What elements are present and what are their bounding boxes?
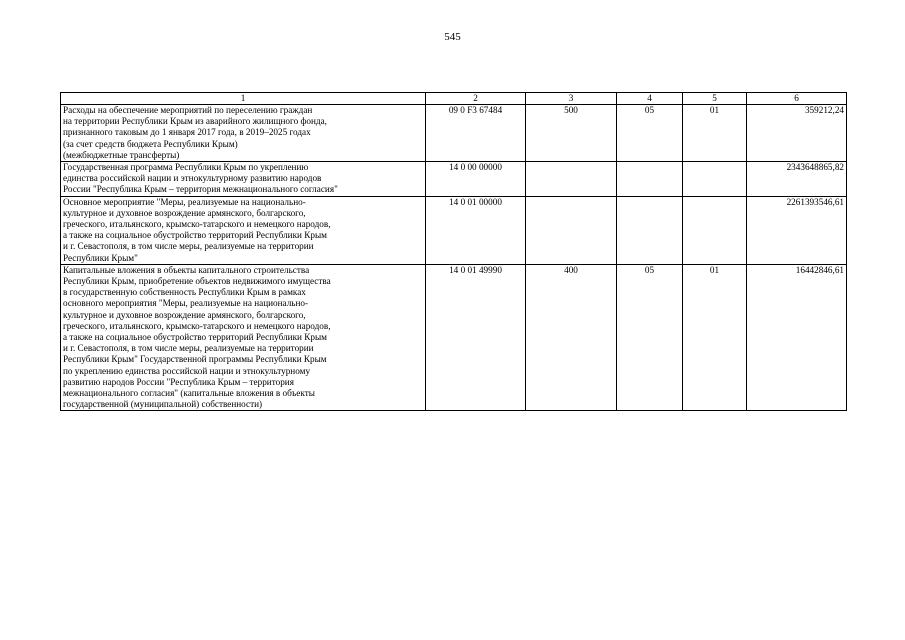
row-vr-cell: [526, 196, 617, 264]
row-name-cell: Государственная программа Республики Крым по укреплению единства российской нации и этнокультурному развитию народов России "Республика Крым – территория межнационального согласия": [61, 162, 426, 197]
row-vr-cell: 400: [526, 264, 617, 411]
row-code-cell: 14 0 01 49990: [426, 264, 526, 411]
table-header-row: [61, 93, 847, 105]
row-pr-cell: [683, 162, 747, 197]
row-amount-cell: 2343648865,82: [747, 162, 847, 197]
row-code-cell: 09 0 F3 67484: [426, 105, 526, 162]
header-col-4: 4: [617, 93, 683, 105]
row-name-cell: Основное мероприятие "Меры, реализуемые на национально- культурное и духовное возрождение армянского, болгарского, греческого, итальянского, крымско-татарского и немецкого народов, а также на социальное обустройство территорий Республики Крым и г. Севастополя, в том числе меры, реализуемые на территории Республики Крым": [61, 196, 426, 264]
row-amount-cell: 16442846,61: [747, 264, 847, 411]
row-code-cell: 14 0 01 00000: [426, 196, 526, 264]
row-rz-cell: 05: [617, 105, 683, 162]
header-col-1: 1: [61, 93, 426, 105]
row-vr-cell: 500: [526, 105, 617, 162]
table-row: [61, 196, 847, 264]
header-col-5: 5: [683, 93, 747, 105]
row-rz-cell: 05: [617, 264, 683, 411]
header-col-6: 6: [747, 93, 847, 105]
row-pr-cell: 01: [683, 264, 747, 411]
header-col-2: 2: [426, 93, 526, 105]
page-number: 545: [444, 31, 461, 43]
row-vr-cell: [526, 162, 617, 197]
row-name-cell: Расходы на обеспечение мероприятий по переселению граждан на территории Республики Крым из аварийного жилищного фонда, признанного таковым до 1 января 2017 года, в 2019–2025 годах (за счет средств бюджета Республики Крым) (межбюджетные трансферты): [61, 105, 426, 162]
table-row: [61, 162, 847, 197]
row-code-cell: 14 0 00 00000: [426, 162, 526, 197]
row-amount-cell: 359212,24: [747, 105, 847, 162]
header-col-3: 3: [526, 93, 617, 105]
table-row: [61, 264, 847, 411]
row-pr-cell: 01: [683, 105, 747, 162]
row-rz-cell: [617, 162, 683, 197]
row-pr-cell: [683, 196, 747, 264]
table-row: [61, 105, 847, 162]
row-amount-cell: 2261393546,61: [747, 196, 847, 264]
row-name-cell: Капитальные вложения в объекты капитального строительства Республики Крым, приобретение объектов недвижимого имущества в государственную собственность Республики Крым в рамках основного мероприятия "Меры, реализуемые на национально- культурное и духовное возрождение армянского, болгарского, греческого, итальянского, крымско-татарского и немецкого народов, а также на социальное обустройство территорий Республики Крым и г. Севастополя, в том числе меры, реализуемые на территории Республики Крым" Государственной программы Республики Крым по укреплению единства российской нации и этнокультурному развитию народов России "Республика Крым – территория межнационального согласия" (капитальные вложения в объекты государственной (муниципальной) собственности): [61, 264, 426, 411]
row-rz-cell: [617, 196, 683, 264]
budget-table: [60, 92, 847, 411]
